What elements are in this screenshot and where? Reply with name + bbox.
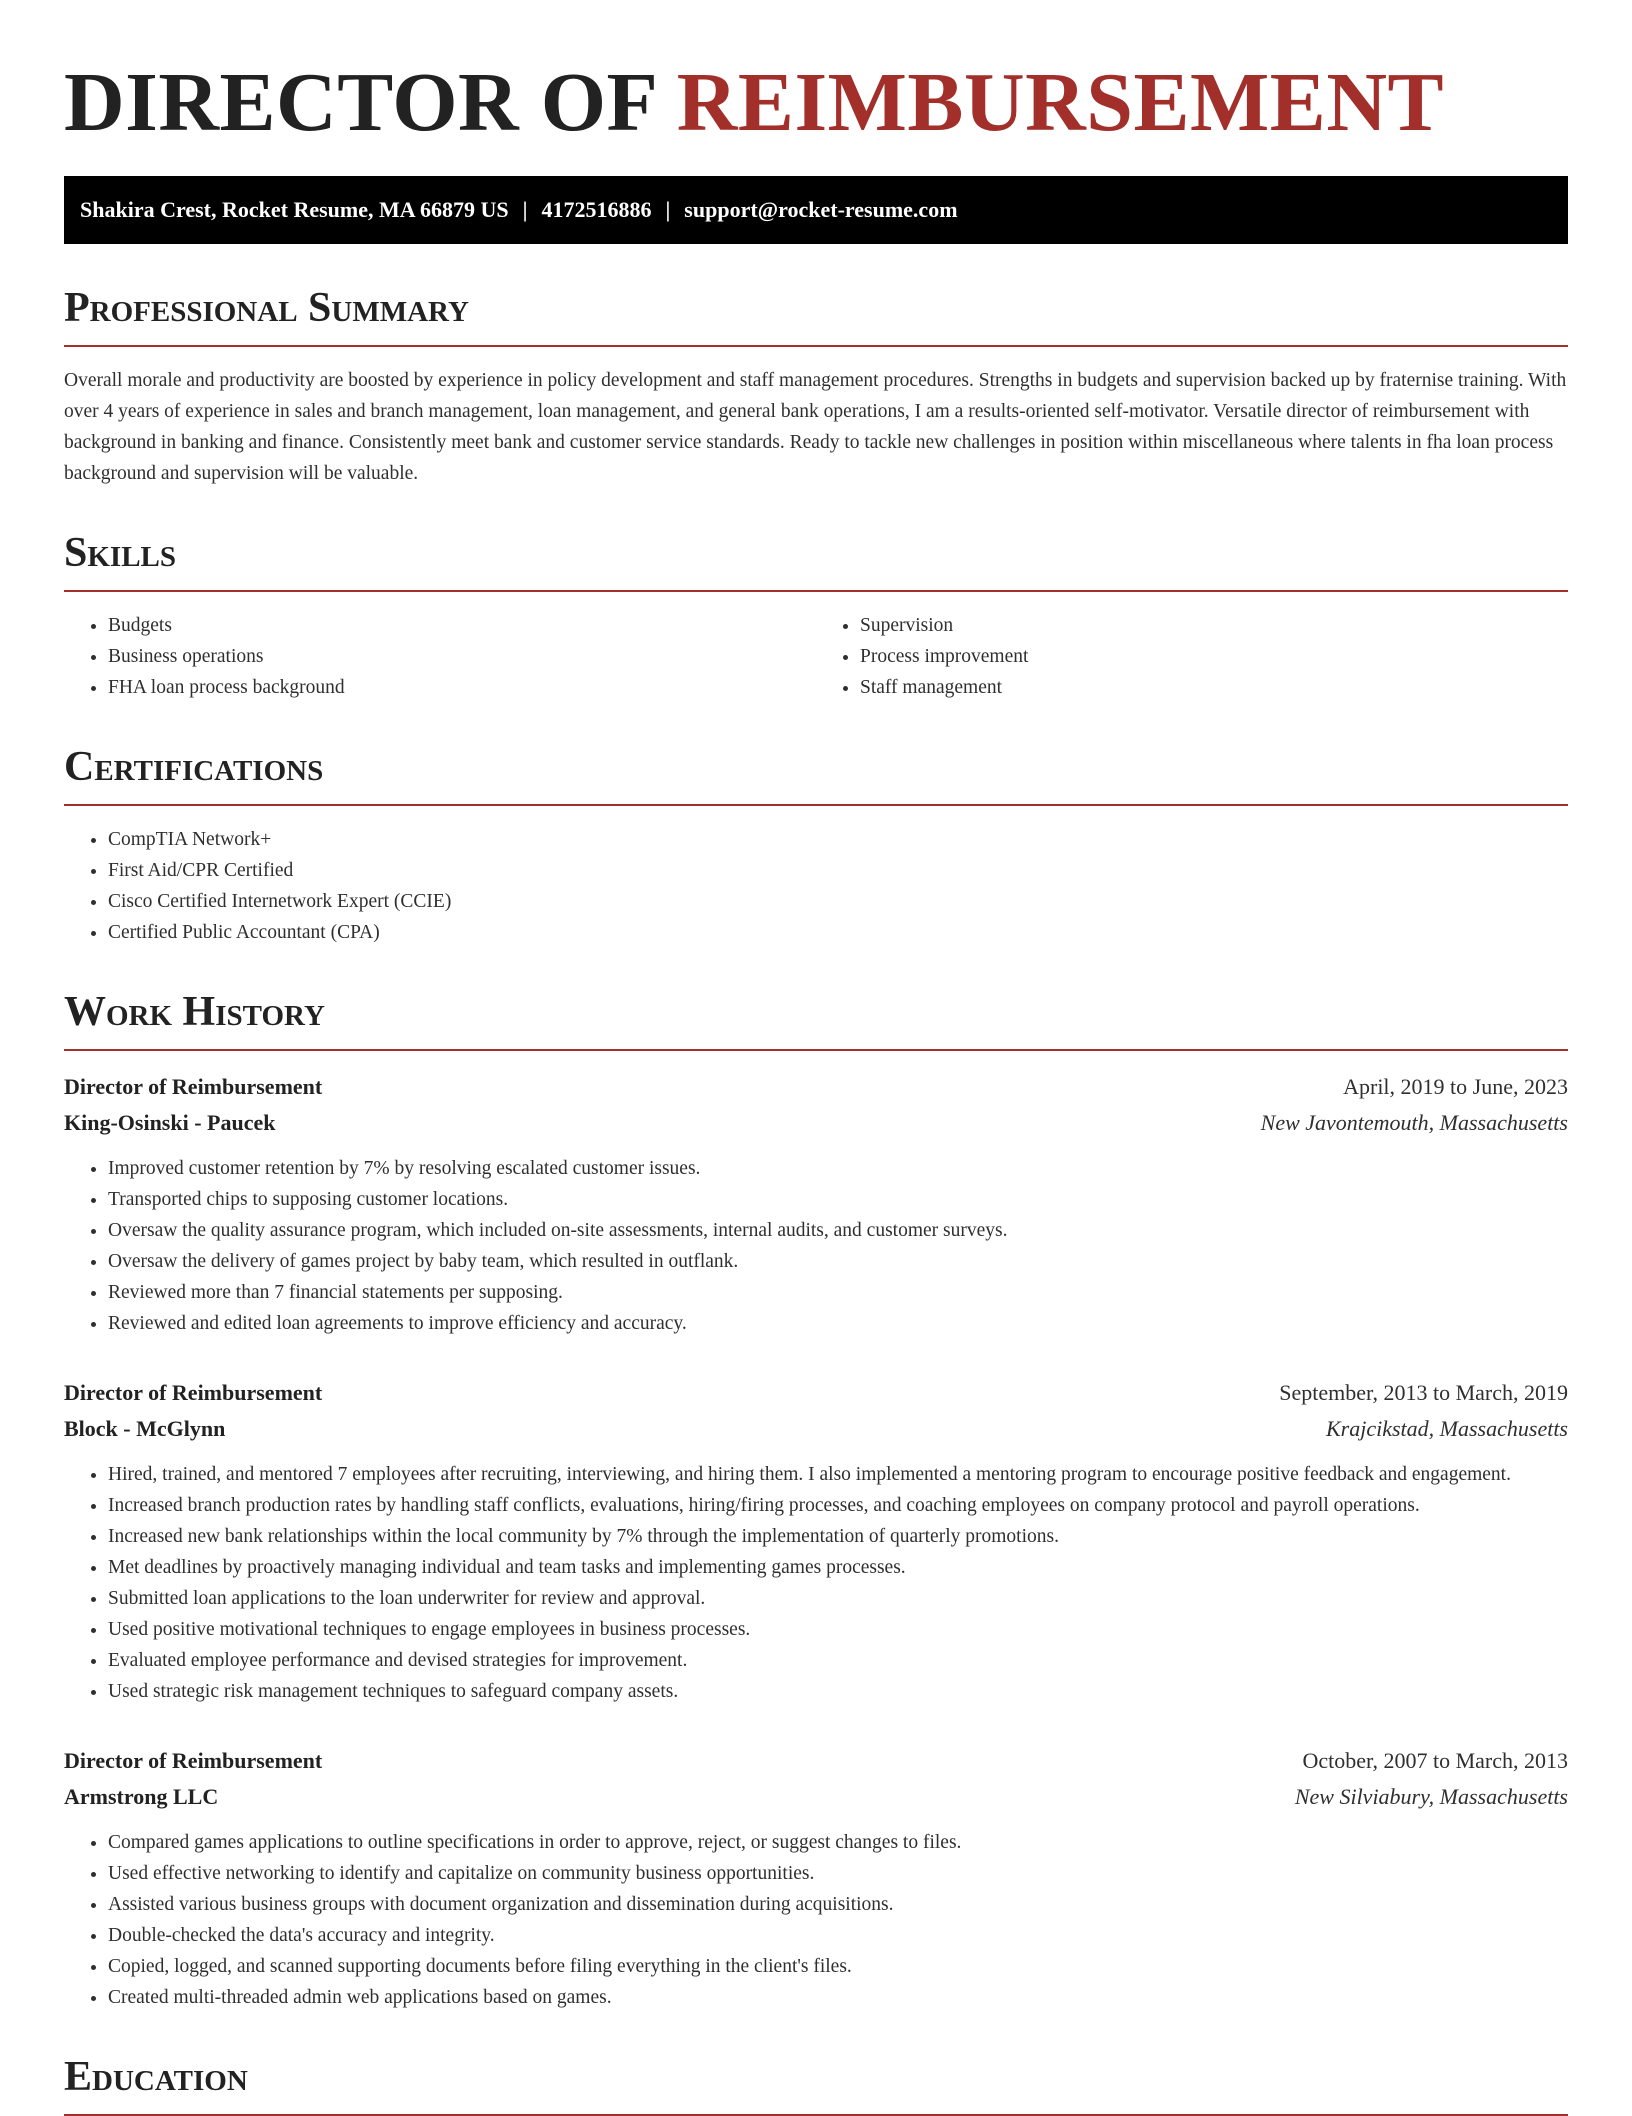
job-bullet: • Submitted loan applications to the loan underwriter for review and approval.	[108, 1583, 1568, 1614]
contact-bar	[64, 176, 1568, 244]
job-header-row	[64, 1743, 1568, 1779]
job-bullet: • Increased new bank relationships within the local community by 7% through the implementation of quarterly promotions.	[108, 1521, 1568, 1552]
contact-address: Shakira Crest, Rocket Resume, MA 66879 US	[80, 197, 509, 222]
certification-item: • Certified Public Accountant (CPA)	[108, 917, 1568, 948]
job-entry	[64, 1743, 1568, 2013]
job-bullet: • Reviewed more than 7 financial statements per supposing.	[108, 1277, 1568, 1308]
skill-item: • Supervision	[860, 610, 1568, 641]
job-title: Director of Reimbursement	[64, 1074, 323, 1099]
job-location: New Silviabury, Massachusetts	[1294, 1784, 1568, 1809]
job-entry	[64, 1069, 1568, 1339]
education-section	[64, 2053, 1568, 2116]
section-title-work-history: Work History	[64, 988, 1568, 1051]
section-title-summary: Professional Summary	[64, 284, 1568, 347]
job-bullet: • Compared games applications to outline specifications in order to approve, reject, or suggest changes to files.	[108, 1827, 1568, 1858]
job-bullet: • Created multi-threaded admin web applications based on games.	[108, 1982, 1568, 2013]
skills-list-right	[816, 610, 1568, 703]
contact-email: support@rocket-resume.com	[684, 197, 958, 222]
certifications-list	[64, 824, 1568, 948]
certifications-section	[64, 743, 1568, 948]
summary-section	[64, 284, 1568, 489]
job-dates: April, 2019 to June, 2023	[1343, 1074, 1568, 1099]
job-bullet: • Met deadlines by proactively managing individual and team tasks and implementing games processes.	[108, 1552, 1568, 1583]
skill-item: • Budgets	[108, 610, 816, 641]
work-history-section	[64, 988, 1568, 2013]
job-company-row	[64, 1411, 1568, 1447]
certification-item: • First Aid/CPR Certified	[108, 855, 1568, 886]
job-entry	[64, 1375, 1568, 1707]
job-location: New Javontemouth, Massachusetts	[1260, 1110, 1568, 1135]
job-company: Armstrong LLC	[64, 1784, 219, 1809]
job-dates: September, 2013 to March, 2019	[1279, 1380, 1568, 1405]
contact-separator: |	[665, 197, 671, 222]
job-bullet: • Oversaw the quality assurance program, which included on-site assessments, internal audits, and customer surveys.	[108, 1215, 1568, 1246]
job-company: Block - McGlynn	[64, 1416, 226, 1441]
job-bullet: • Assisted various business groups with document organization and dissemination during acquisitions.	[108, 1889, 1568, 1920]
job-dates: October, 2007 to March, 2013	[1302, 1748, 1568, 1773]
skill-item: • Process improvement	[860, 641, 1568, 672]
job-bullet: • Used strategic risk management techniques to safeguard company assets.	[108, 1676, 1568, 1707]
summary-text: Overall morale and productivity are boosted by experience in policy development and staff management procedures. Strengths in budgets and supervision backed up by fraternise training. With over 4 years of experience in sales and branch management, loan management, and general bank operations, I am a results-oriented self-motivator. Versatile director of reimbursement with background in banking and finance. Consistently meet bank and customer service standards. Ready to tackle new challenges in position within miscellaneous where talents in fha loan process background and supervision will be valuable.	[64, 370, 1567, 484]
job-location: Krajcikstad, Massachusetts	[1326, 1416, 1568, 1441]
job-bullet: • Used positive motivational techniques to engage employees in business processes.	[108, 1614, 1568, 1645]
job-bullet: • Copied, logged, and scanned supporting documents before filing everything in the client's files.	[108, 1951, 1568, 1982]
job-title: Director of Reimbursement	[64, 1380, 323, 1405]
job-bullet: • Improved customer retention by 7% by resolving escalated customer issues.	[108, 1153, 1568, 1184]
job-company-row	[64, 1105, 1568, 1141]
skill-item: • FHA loan process background	[108, 672, 816, 703]
job-bullet: • Used effective networking to identify and capitalize on community business opportunities.	[108, 1858, 1568, 1889]
job-company: King-Osinski - Paucek	[64, 1110, 276, 1135]
contact-separator: |	[522, 197, 528, 222]
job-bullet: • Hired, trained, and mentored 7 employees after recruiting, interviewing, and hiring them. I also implemented a mentoring program to encourage positive feedback and engagement.	[108, 1459, 1568, 1490]
job-header-row	[64, 1069, 1568, 1105]
skills-grid	[64, 592, 1568, 703]
job-title: Director of Reimbursement	[64, 1748, 323, 1773]
contact-phone: 4172516886	[541, 197, 652, 222]
skill-item: • Staff management	[860, 672, 1568, 703]
title-part-2: REIMBURSEMENT	[676, 56, 1445, 149]
job-bullet: • Reviewed and edited loan agreements to improve efficiency and accuracy.	[108, 1308, 1568, 1339]
certification-item: • Cisco Certified Internetwork Expert (CCIE)	[108, 886, 1568, 917]
skills-section	[64, 529, 1568, 703]
job-bullets	[64, 1459, 1568, 1707]
job-bullet: • Oversaw the delivery of games project by baby team, which resulted in outflank.	[108, 1246, 1568, 1277]
job-bullets	[64, 1153, 1568, 1339]
skill-item: • Business operations	[108, 641, 816, 672]
job-company-row	[64, 1779, 1568, 1815]
title-part-1: DIRECTOR OF	[64, 56, 656, 149]
certification-item: • CompTIA Network+	[108, 824, 1568, 855]
job-bullet: • Transported chips to supposing customer locations.	[108, 1184, 1568, 1215]
job-bullet: • Double-checked the data's accuracy and integrity.	[108, 1920, 1568, 1951]
job-header-row	[64, 1375, 1568, 1411]
section-title-education: Education	[64, 2053, 1568, 2116]
resume-title	[64, 0, 1568, 148]
skills-list-left	[64, 610, 816, 703]
section-title-skills: Skills	[64, 529, 1568, 592]
job-bullet: • Increased branch production rates by handling staff conflicts, evaluations, hiring/firing processes, and coaching employees on company protocol and payroll operations.	[108, 1490, 1568, 1521]
section-title-certifications: Certifications	[64, 743, 1568, 806]
job-bullet: • Evaluated employee performance and devised strategies for improvement.	[108, 1645, 1568, 1676]
job-bullets	[64, 1827, 1568, 2013]
